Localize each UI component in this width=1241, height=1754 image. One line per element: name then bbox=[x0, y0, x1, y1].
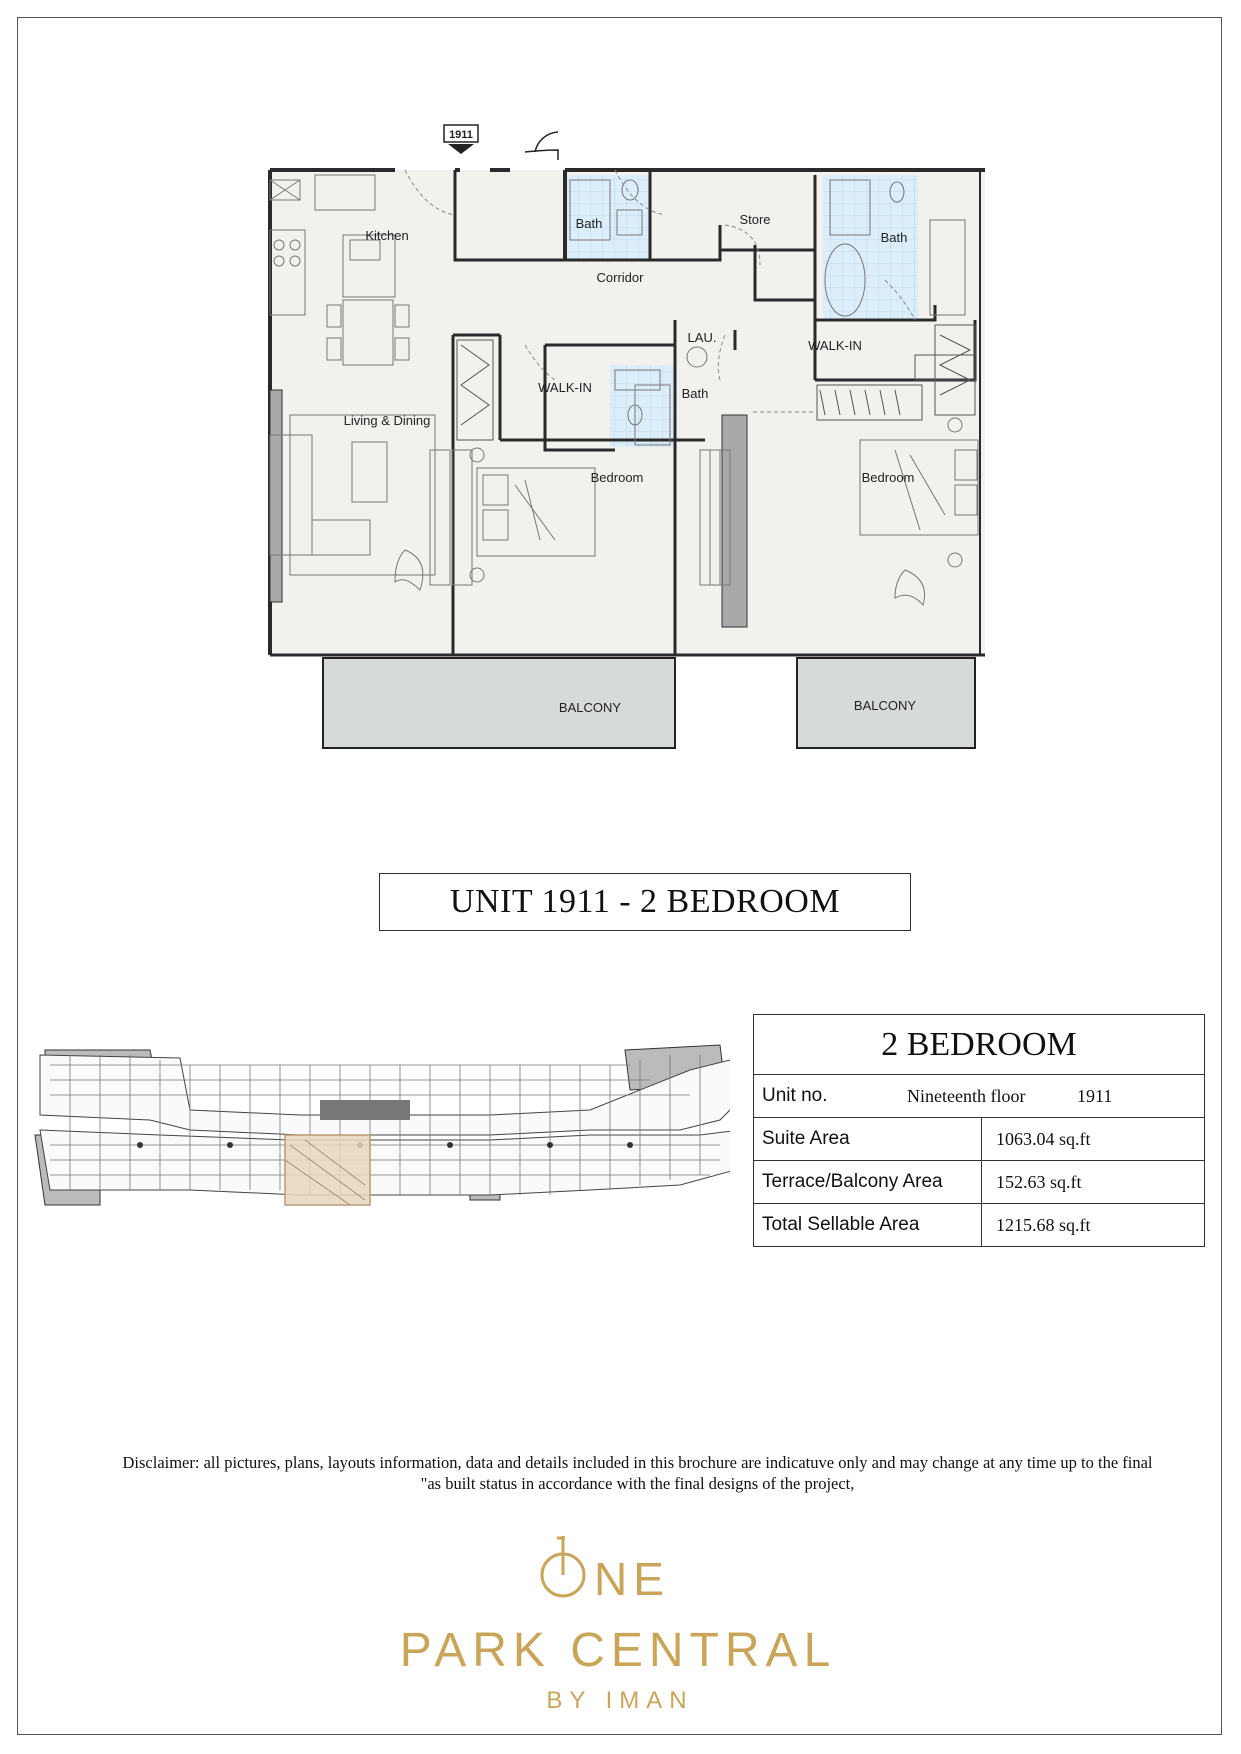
label-living-dining: Living & Dining bbox=[343, 413, 431, 428]
label-balcony-2: BALCONY bbox=[853, 698, 917, 713]
column-left bbox=[270, 390, 282, 602]
suite-area-value: 1063.04 sq.ft bbox=[982, 1118, 1205, 1161]
floor-value: Nineteenth floor bbox=[907, 1085, 1026, 1106]
logo-line-1: NE bbox=[594, 1553, 670, 1605]
label-corridor: Corridor bbox=[596, 270, 644, 285]
label-walkin-1: WALK-IN bbox=[538, 380, 592, 395]
area-table bbox=[753, 1014, 1205, 1247]
key-plan bbox=[30, 1040, 730, 1230]
unit-tag: 1911 bbox=[449, 129, 473, 141]
balcony-left bbox=[323, 658, 675, 748]
floor-plan bbox=[255, 120, 990, 760]
disclaimer bbox=[60, 1452, 1215, 1494]
table-row bbox=[754, 1118, 1205, 1161]
label-walkin-2: WALK-IN bbox=[808, 338, 862, 353]
unit-row bbox=[754, 1075, 1205, 1118]
disclaimer-line-2: "as built status in accordance with the final designs of the project, bbox=[420, 1474, 855, 1493]
label-kitchen: Kitchen bbox=[365, 228, 409, 243]
table-heading: 2 BEDROOM bbox=[754, 1015, 1205, 1075]
suite-area-label: Suite Area bbox=[754, 1118, 982, 1161]
label-store: Store bbox=[739, 212, 771, 227]
column-mid bbox=[722, 415, 747, 627]
label-bedroom-2: Bedroom bbox=[861, 470, 915, 485]
label-lau: LAU. bbox=[687, 330, 717, 345]
disclaimer-line-1: Disclaimer: all pictures, plans, layouts information, data and details included in this brochure are indicatuve only and may change at any time up to the final bbox=[122, 1453, 1153, 1472]
label-bath-1: Bath bbox=[575, 216, 603, 231]
unit-no-label: Unit no. bbox=[762, 1085, 828, 1106]
logo-line-2: PARK CENTRAL bbox=[399, 1624, 837, 1677]
label-balcony-1: BALCONY bbox=[558, 700, 622, 715]
label-bath-2: Bath bbox=[880, 230, 908, 245]
balcony-area-value: 152.63 sq.ft bbox=[982, 1161, 1205, 1204]
unit-number-value: 1911 bbox=[1077, 1085, 1113, 1106]
label-bath-3: Bath bbox=[681, 386, 709, 401]
balcony-area-label: Terrace/Balcony Area bbox=[754, 1161, 982, 1204]
unit-title: UNIT 1911 - 2 BEDROOM bbox=[379, 873, 911, 931]
table-row bbox=[754, 1204, 1205, 1247]
logo-line-3: BY IMAN bbox=[546, 1687, 694, 1714]
label-bedroom-1: Bedroom bbox=[590, 470, 644, 485]
total-area-label: Total Sellable Area bbox=[754, 1204, 982, 1247]
total-area-value: 1215.68 sq.ft bbox=[982, 1204, 1205, 1247]
brand-logo bbox=[360, 1528, 880, 1718]
table-row bbox=[754, 1161, 1205, 1204]
bath-tile-2 bbox=[610, 365, 673, 447]
